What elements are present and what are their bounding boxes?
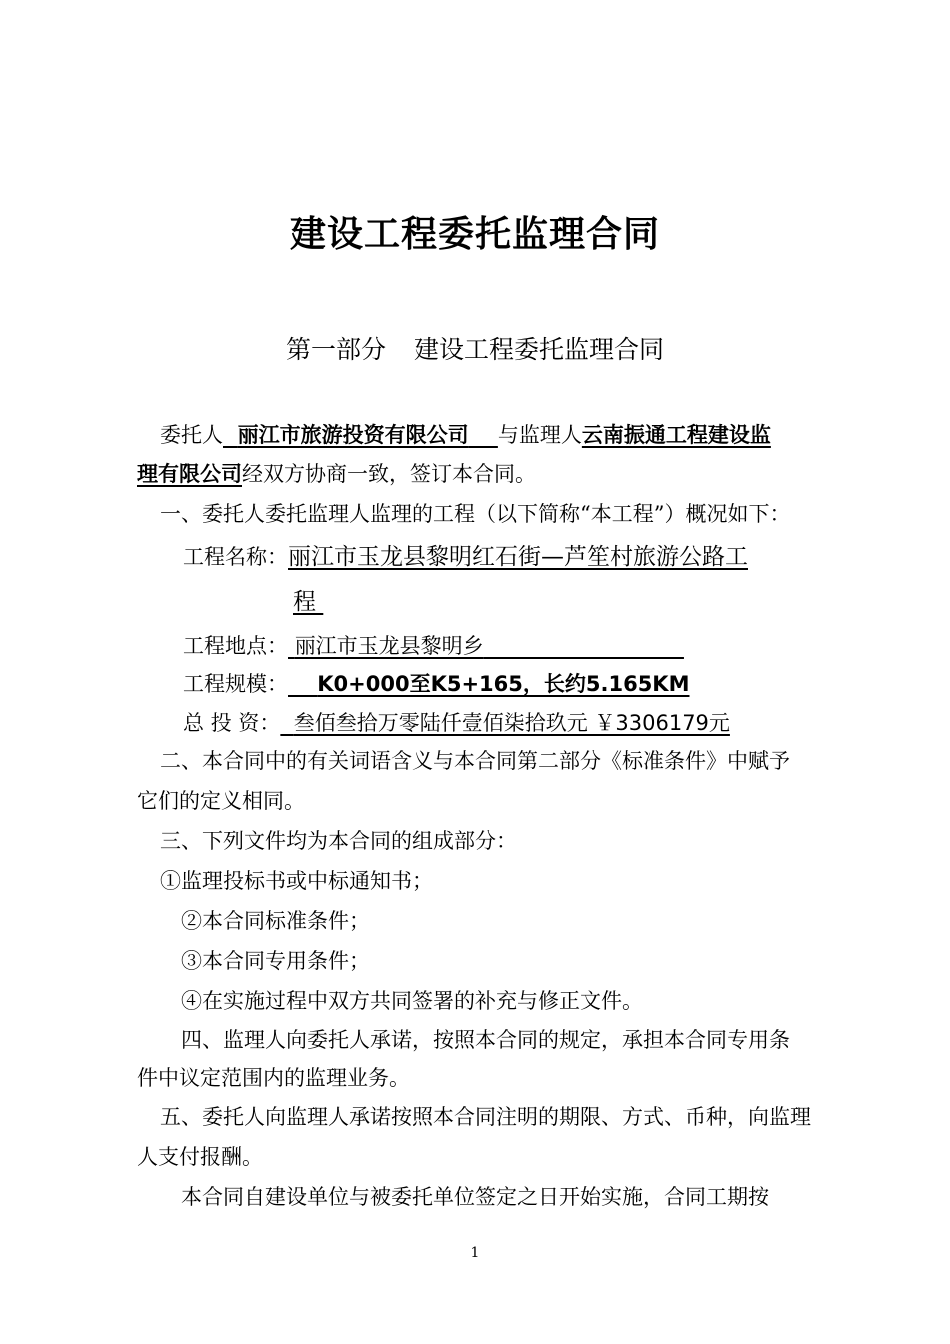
project-investment-row (183, 703, 730, 743)
subtitle-part: 第一部分 (285, 335, 386, 364)
client-label: 委托人 (160, 423, 223, 447)
project-name-label: 工程名称： (183, 545, 288, 569)
supervisor-name-line2: 理有限公司 (137, 462, 242, 486)
project-location-label: 工程地点： (183, 634, 288, 658)
page-number: 1 (470, 1245, 480, 1261)
project-location: 丽江市玉龙县黎明乡 (294, 634, 484, 658)
intro-tail: 经双方协商一致，签订本合同。 (242, 462, 536, 486)
project-location-row (183, 626, 684, 666)
clause-6-line-1: 本合同自建设单位与被委托单位签定之日开始实施，合同工期按 (181, 1185, 769, 1209)
supervisor-label: 与监理人 (497, 423, 582, 447)
project-name-line1: 丽江市玉龙县黎明红石街—芦笙村旅游公路工 (288, 544, 748, 570)
project-scale-label: 工程规模： (183, 672, 288, 696)
clause-5-line-2: 人支付报酬。 (137, 1145, 263, 1169)
client-name: 丽江市旅游投资有限公司 (237, 423, 469, 447)
clause-4-line-2: 件中议定范围内的监理业务。 (137, 1066, 410, 1090)
doc-item-1: ①监理投标书或中标通知书； (160, 869, 433, 893)
supervisor-name-line1: 云南振通工程建设监 (581, 423, 771, 447)
subtitle-text: 建设工程委托监理合同 (414, 335, 665, 364)
clause-1: 一、委托人委托监理人监理的工程（以下简称“本工程”）概况如下： (160, 502, 791, 526)
project-scale-row (183, 664, 689, 704)
doc-item-2: ②本合同标准条件； (181, 909, 370, 933)
project-name-row (183, 537, 748, 577)
project-investment: 叁佰叁拾万零陆仟壹佰柒拾玖元 ￥3306179元 (293, 711, 730, 735)
intro-line-2 (137, 454, 536, 494)
doc-item-3: ③本合同专用条件； (181, 949, 370, 973)
doc-item-4: ④在实施过程中双方共同签署的补充与修正文件。 (181, 989, 643, 1013)
project-name-row-2 (293, 582, 323, 622)
clause-3: 三、下列文件均为本合同的组成部分： (160, 829, 517, 853)
project-investment-label: 总 投 资： (183, 711, 281, 735)
clause-2-line-2: 它们的定义相同。 (137, 789, 305, 813)
clause-5-line-1: 五、委托人向监理人承诺按照本合同注明的期限、方式、币种，向监理 (160, 1105, 811, 1129)
document-subtitle (0, 330, 950, 366)
clause-4-line-1: 四、监理人向委托人承诺，按照本合同的规定，承担本合同专用条 (181, 1028, 790, 1052)
document-title: 建设工程委托监理合同 (289, 214, 660, 255)
intro-line-1 (160, 415, 771, 455)
clause-2-line-1: 二、本合同中的有关词语含义与本合同第二部分《标准条件》中赋予 (160, 749, 790, 773)
project-scale: K0+000至K5+165，长约5.165KM (317, 672, 690, 696)
project-name-line2: 程 (293, 589, 316, 615)
